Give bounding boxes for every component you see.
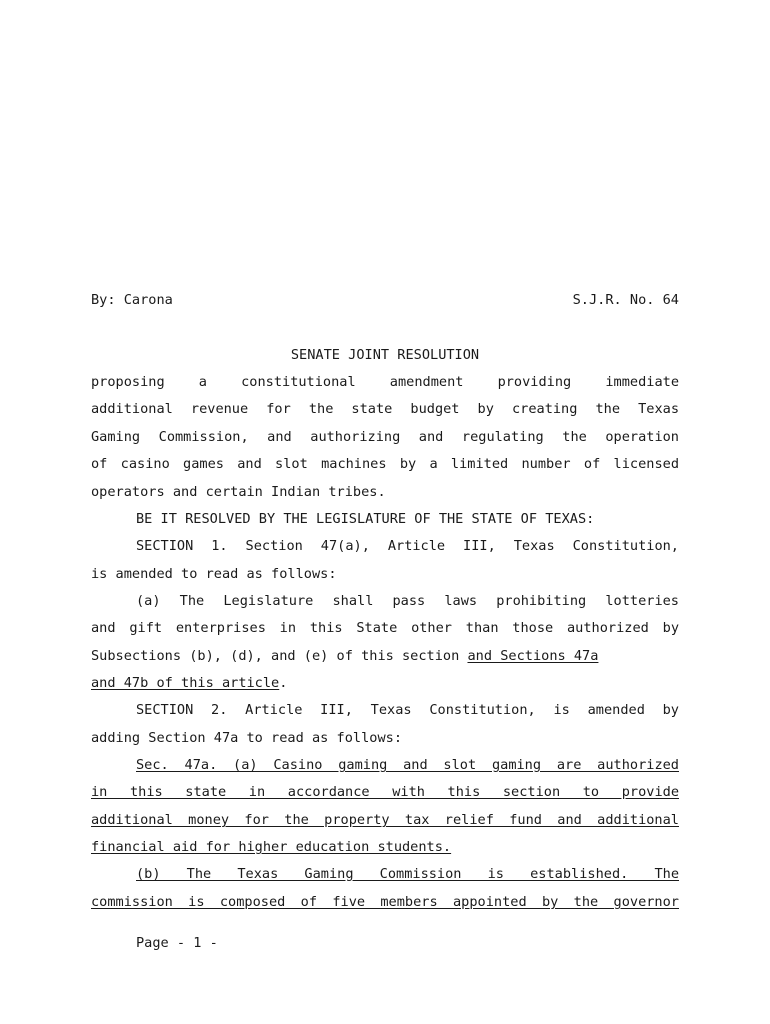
- caption-line: Gaming Commission, and authorizing and regulating the operation: [91, 429, 679, 445]
- plain-text: Subsections (b), (d), and (e) of this section: [91, 648, 468, 664]
- subsection-a-line: and gift enterprises in this State other than those authorized by: [91, 620, 679, 636]
- inserted-text: and Sections 47a: [467, 648, 599, 664]
- inserted-text: and 47b of this article: [91, 675, 280, 691]
- bill-number: S.J.R. No. 64: [572, 292, 679, 308]
- subsection-a-line: (a) The Legislature shall pass laws prohibiting lotteries: [136, 593, 679, 609]
- caption-line: proposing a constitutional amendment providing immediate: [91, 374, 679, 390]
- section-1-heading: SECTION 1. Section 47(a), Article III, Texas Constitution,: [136, 538, 679, 554]
- inserted-text: additional money for the property tax relief fund and additional: [91, 812, 679, 828]
- section-1-line: is amended to read as follows:: [91, 566, 337, 582]
- inserted-text: (b) The Texas Gaming Commission is established. The: [136, 866, 679, 882]
- resolution-title: SENATE JOINT RESOLUTION: [290, 347, 480, 363]
- section-2-heading: SECTION 2. Article III, Texas Constitution, is amended by: [136, 702, 679, 718]
- section-2-line: adding Section 47a to read as follows:: [91, 730, 402, 746]
- inserted-text: Sec. 47a. (a) Casino gaming and slot gaming are authorized: [136, 757, 679, 773]
- page-number: Page - 1 -: [136, 935, 218, 951]
- inserted-text: financial aid for higher education students.: [91, 839, 452, 855]
- inserted-text: commission is composed of five members appointed by the governor: [91, 894, 679, 910]
- author-line: By: Carona: [91, 292, 173, 308]
- plain-text: .: [279, 675, 288, 691]
- subsection-a-line: [91, 648, 679, 664]
- inserted-text: in this state in accordance with this section to provide: [91, 784, 679, 800]
- caption-line: operators and certain Indian tribes.: [91, 484, 386, 500]
- enacting-clause: BE IT RESOLVED BY THE LEGISLATURE OF THE STATE OF TEXAS:: [136, 511, 595, 527]
- subsection-a-line: [91, 675, 679, 691]
- caption-line: additional revenue for the state budget by creating the Texas: [91, 401, 679, 417]
- caption-line: of casino games and slot machines by a limited number of licensed: [91, 456, 679, 472]
